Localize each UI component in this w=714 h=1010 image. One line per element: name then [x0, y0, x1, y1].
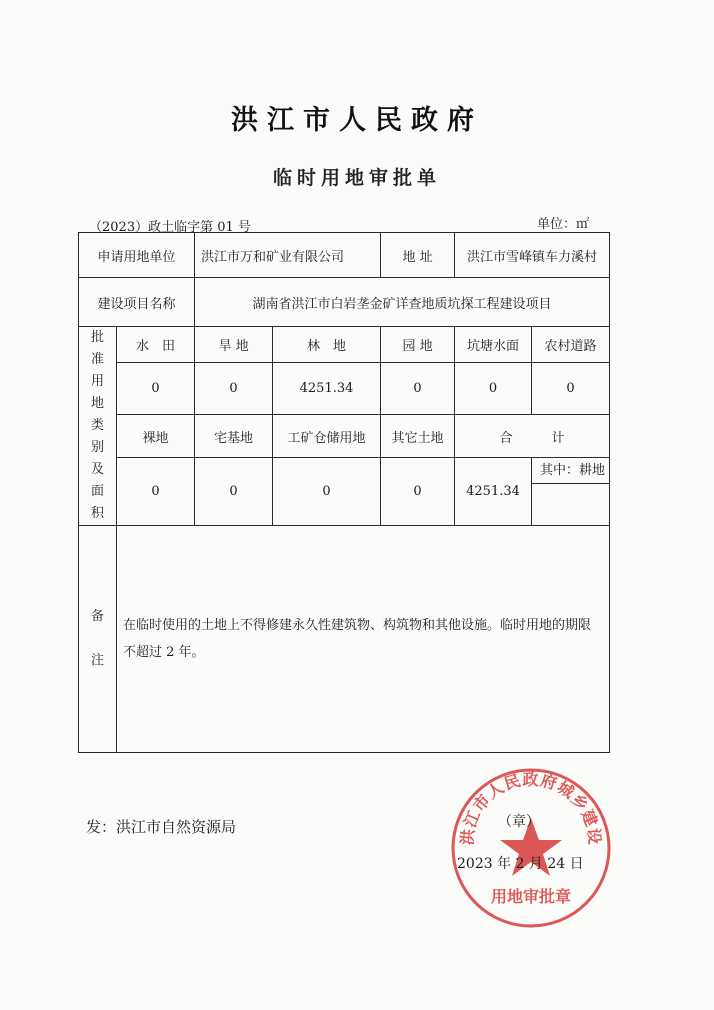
value-bare-land: 0 — [117, 457, 195, 525]
remarks-text: 在临时使用的土地上不得修建永久性建筑物、构筑物和其他设施。临时用地的期限不超过 2 年。 — [117, 526, 610, 753]
header-pond-water: 坑塘水面 — [455, 327, 532, 363]
cultivated-land-cell — [532, 457, 610, 525]
project-value: 湖南省洪江市白岩垄金矿详查地质坑探工程建设项目 — [195, 278, 610, 327]
page-title: 洪江市人民政府 — [231, 105, 483, 136]
header-paddy-field: 水 田 — [117, 327, 195, 363]
remarks-label-text: 备 注 — [90, 609, 104, 668]
svg-text:用地审批章: 用地审批章 — [490, 887, 572, 906]
address-label: 地 址 — [381, 233, 455, 278]
document-number: （2023）政土临字第 01 号 — [89, 220, 251, 235]
cultivated-land-value — [532, 484, 609, 524]
value-dry-land: 0 — [195, 363, 273, 415]
approval-date: 2023 年 2 月 24 日 — [457, 856, 584, 872]
category-label — [79, 327, 117, 526]
header-total: 合 计 — [455, 415, 610, 457]
address-value: 洪江市雪峰镇车力溪村 — [455, 233, 610, 278]
project-label: 建设项目名称 — [79, 278, 195, 327]
header-garden-land: 园 地 — [381, 327, 455, 363]
page-subtitle: 临时用地审批单 — [272, 167, 441, 189]
seal-label: （章） — [498, 814, 540, 830]
svg-text:洪江市人民政府城乡建设: 洪江市人民政府城乡建设 — [457, 769, 605, 847]
header-dry-land: 旱 地 — [195, 327, 273, 363]
header-rural-road: 农村道路 — [532, 327, 610, 363]
value-garden-land: 0 — [381, 363, 455, 415]
applicant-value: 洪江市万和矿业有限公司 — [195, 233, 381, 278]
header-homestead: 宅基地 — [195, 415, 273, 457]
value-other-land: 0 — [381, 457, 455, 525]
approval-table — [78, 232, 610, 753]
cultivated-land-label: 其中：耕地 — [532, 458, 609, 484]
applicant-label: 申请用地单位 — [79, 233, 195, 278]
remarks-label — [79, 526, 117, 753]
issuing-authority: 发：洪江市自然资源局 — [86, 818, 237, 836]
header-bare-land: 裸地 — [117, 415, 195, 457]
category-label-text: 批准用地类别及面积 — [90, 330, 104, 521]
value-rural-road: 0 — [532, 363, 610, 415]
value-pond-water: 0 — [455, 363, 532, 415]
header-forest-land: 林 地 — [273, 327, 381, 363]
header-industrial-storage: 工矿仓储用地 — [273, 415, 381, 457]
unit-label: 单位：㎡ — [537, 217, 590, 232]
official-seal-stamp — [449, 766, 613, 930]
value-total: 4251.34 — [455, 457, 532, 525]
value-forest-land: 4251.34 — [273, 363, 381, 415]
header-other-land: 其它土地 — [381, 415, 455, 457]
value-homestead: 0 — [195, 457, 273, 525]
value-paddy-field: 0 — [117, 363, 195, 415]
value-industrial-storage: 0 — [273, 457, 381, 525]
